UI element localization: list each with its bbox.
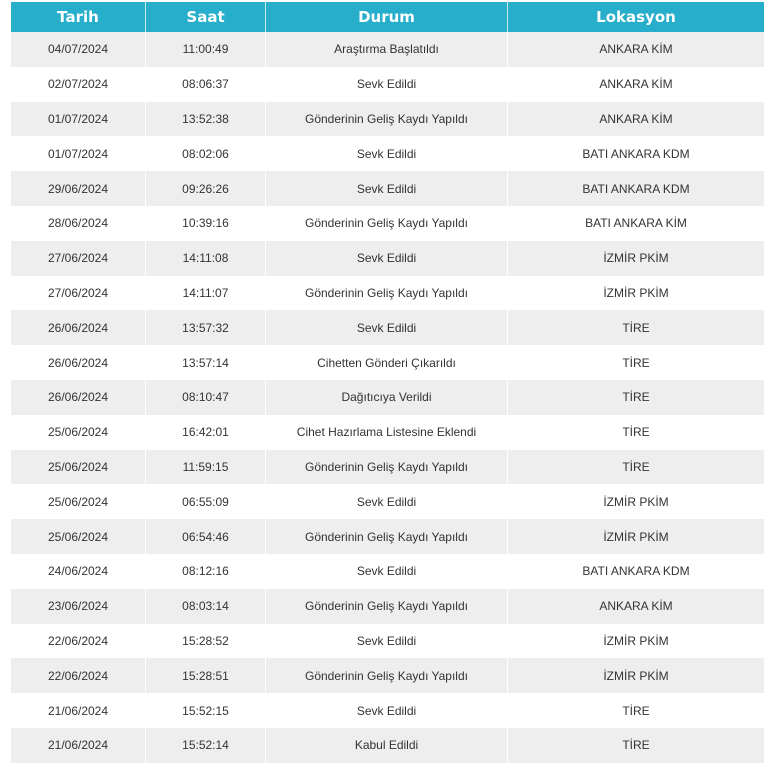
cell-time: 08:10:47 <box>146 380 266 415</box>
cell-location: TİRE <box>508 380 764 415</box>
cell-date: 29/06/2024 <box>11 171 146 206</box>
table-header <box>11 2 764 32</box>
cell-status: Sevk Edildi <box>266 554 508 589</box>
cell-status: Kabul Edildi <box>266 728 508 763</box>
cell-date: 25/06/2024 <box>11 484 146 519</box>
cell-status: Gönderinin Geliş Kaydı Yapıldı <box>266 276 508 311</box>
cell-location: ANKARA KİM <box>508 102 764 137</box>
cell-status: Gönderinin Geliş Kaydı Yapıldı <box>266 519 508 554</box>
cell-date: 26/06/2024 <box>11 380 146 415</box>
cell-location: İZMİR PKİM <box>508 484 764 519</box>
shipment-tracking-table <box>11 2 764 763</box>
cell-status: Sevk Edildi <box>266 624 508 659</box>
cell-status: Araştırma Başlatıldı <box>266 32 508 67</box>
cell-location: BATI ANKARA KDM <box>508 554 764 589</box>
cell-date: 26/06/2024 <box>11 310 146 345</box>
table-row <box>11 589 764 624</box>
table-row <box>11 554 764 589</box>
cell-date: 21/06/2024 <box>11 693 146 728</box>
cell-location: BATI ANKARA KDM <box>508 136 764 171</box>
cell-status: Gönderinin Geliş Kaydı Yapıldı <box>266 658 508 693</box>
cell-time: 13:57:32 <box>146 310 266 345</box>
cell-status: Sevk Edildi <box>266 241 508 276</box>
cell-date: 24/06/2024 <box>11 554 146 589</box>
cell-time: 08:06:37 <box>146 67 266 102</box>
table-row <box>11 206 764 241</box>
cell-time: 11:00:49 <box>146 32 266 67</box>
cell-time: 15:28:52 <box>146 624 266 659</box>
cell-status: Sevk Edildi <box>266 171 508 206</box>
cell-time: 09:26:26 <box>146 171 266 206</box>
cell-date: 26/06/2024 <box>11 345 146 380</box>
cell-location: TİRE <box>508 450 764 485</box>
cell-status: Sevk Edildi <box>266 310 508 345</box>
cell-date: 27/06/2024 <box>11 241 146 276</box>
cell-location: TİRE <box>508 345 764 380</box>
table-row <box>11 728 764 763</box>
cell-location: TİRE <box>508 728 764 763</box>
column-header-date: Tarih <box>11 2 146 32</box>
column-header-time: Saat <box>146 2 266 32</box>
cell-location: İZMİR PKİM <box>508 658 764 693</box>
cell-location: İZMİR PKİM <box>508 241 764 276</box>
table-row <box>11 276 764 311</box>
cell-time: 16:42:01 <box>146 415 266 450</box>
cell-status: Gönderinin Geliş Kaydı Yapıldı <box>266 589 508 624</box>
table-row <box>11 624 764 659</box>
table-row <box>11 32 764 67</box>
cell-time: 14:11:07 <box>146 276 266 311</box>
table-row <box>11 693 764 728</box>
cell-location: ANKARA KİM <box>508 32 764 67</box>
cell-time: 08:03:14 <box>146 589 266 624</box>
cell-time: 13:57:14 <box>146 345 266 380</box>
table-row <box>11 484 764 519</box>
cell-date: 02/07/2024 <box>11 67 146 102</box>
table-row <box>11 171 764 206</box>
cell-date: 21/06/2024 <box>11 728 146 763</box>
cell-status: Gönderinin Geliş Kaydı Yapıldı <box>266 450 508 485</box>
cell-status: Sevk Edildi <box>266 693 508 728</box>
cell-location: ANKARA KİM <box>508 589 764 624</box>
header-row <box>11 2 764 32</box>
cell-time: 14:11:08 <box>146 241 266 276</box>
table-row <box>11 102 764 137</box>
cell-location: İZMİR PKİM <box>508 624 764 659</box>
cell-time: 08:12:16 <box>146 554 266 589</box>
cell-location: İZMİR PKİM <box>508 276 764 311</box>
cell-time: 08:02:06 <box>146 136 266 171</box>
table-row <box>11 380 764 415</box>
cell-date: 25/06/2024 <box>11 519 146 554</box>
cell-date: 25/06/2024 <box>11 450 146 485</box>
table-row <box>11 310 764 345</box>
cell-date: 01/07/2024 <box>11 136 146 171</box>
table-row <box>11 415 764 450</box>
column-header-location: Lokasyon <box>508 2 764 32</box>
cell-time: 15:52:15 <box>146 693 266 728</box>
cell-location: İZMİR PKİM <box>508 519 764 554</box>
cell-time: 13:52:38 <box>146 102 266 137</box>
table-row <box>11 241 764 276</box>
cell-date: 28/06/2024 <box>11 206 146 241</box>
cell-time: 15:28:51 <box>146 658 266 693</box>
cell-date: 23/06/2024 <box>11 589 146 624</box>
cell-date: 22/06/2024 <box>11 658 146 693</box>
cell-date: 04/07/2024 <box>11 32 146 67</box>
cell-time: 15:52:14 <box>146 728 266 763</box>
cell-status: Sevk Edildi <box>266 136 508 171</box>
table-row <box>11 345 764 380</box>
table-row <box>11 450 764 485</box>
cell-status: Gönderinin Geliş Kaydı Yapıldı <box>266 206 508 241</box>
cell-location: TİRE <box>508 415 764 450</box>
table-row <box>11 67 764 102</box>
cell-status: Sevk Edildi <box>266 484 508 519</box>
column-header-status: Durum <box>266 2 508 32</box>
cell-date: 27/06/2024 <box>11 276 146 311</box>
cell-location: BATI ANKARA KDM <box>508 171 764 206</box>
cell-date: 01/07/2024 <box>11 102 146 137</box>
cell-date: 25/06/2024 <box>11 415 146 450</box>
cell-location: TİRE <box>508 310 764 345</box>
table-body <box>11 32 764 763</box>
cell-status: Gönderinin Geliş Kaydı Yapıldı <box>266 102 508 137</box>
cell-time: 06:55:09 <box>146 484 266 519</box>
cell-status: Dağıtıcıya Verildi <box>266 380 508 415</box>
cell-time: 10:39:16 <box>146 206 266 241</box>
table-row <box>11 658 764 693</box>
cell-location: BATI ANKARA KİM <box>508 206 764 241</box>
cell-status: Sevk Edildi <box>266 67 508 102</box>
table-row <box>11 519 764 554</box>
cell-location: TİRE <box>508 693 764 728</box>
cell-location: ANKARA KİM <box>508 67 764 102</box>
cell-status: Cihetten Gönderi Çıkarıldı <box>266 345 508 380</box>
cell-time: 06:54:46 <box>146 519 266 554</box>
cell-status: Cihet Hazırlama Listesine Eklendi <box>266 415 508 450</box>
cell-date: 22/06/2024 <box>11 624 146 659</box>
cell-time: 11:59:15 <box>146 450 266 485</box>
table-row <box>11 136 764 171</box>
